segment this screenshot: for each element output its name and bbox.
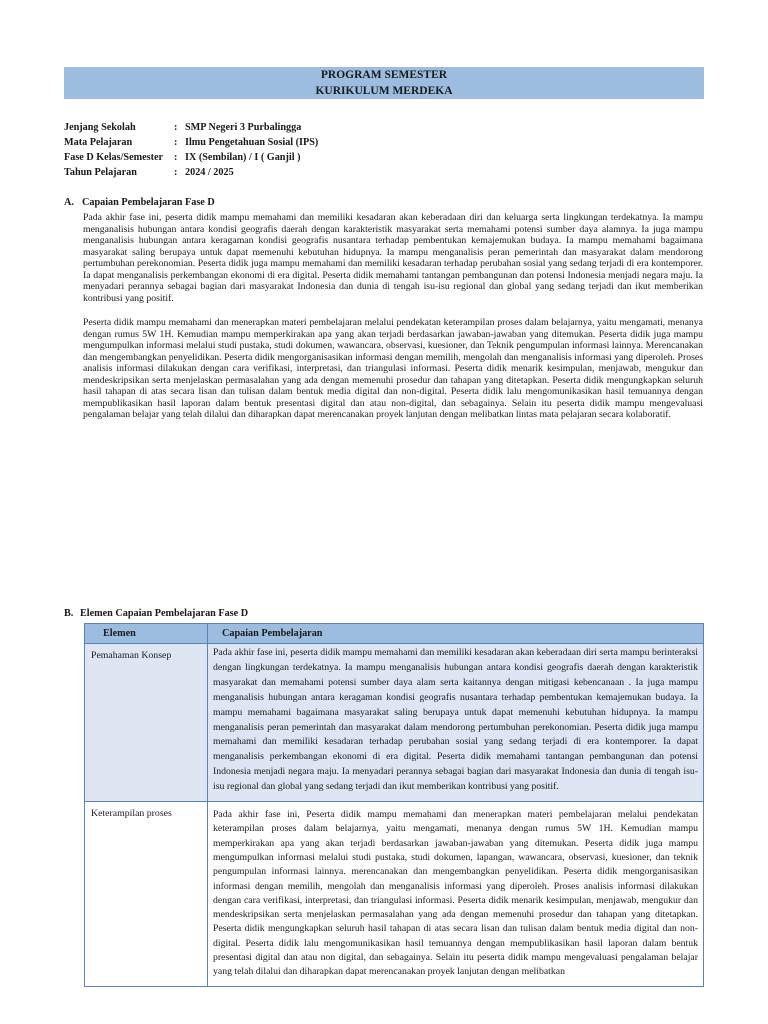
capaian-cell: Pada akhir fase ini, Peserta didik mampu memahami dan menerapkan materi pembelajaran melalui pendekatan keterampilan proses dalam belajarnya, yaitu mengamati, menanya dengan rumus 5W 1H. Kemudian mampu memperkirakan apa yang akan terjadi berdasarkan jawaban-jawaban yang ditemukan. Peserta didik juga mampu mengumpulkan informasi melalui studi pustaka, studi dokumen, lapangan, wawancara, observasi, kuesioner, dan teknik pengumpulan informasi lainnya. merencanakan dan mengembangkan penyelidikan. Peserta didik mengorganisasikan informasi dengan memilih, mengolah dan menganalisis informasi yang diperoleh. Proses analisis informasi dilakukan dengan cara verifikasi, interpretasi, dan triangulasi informasi. Peserta didik menarik kesimpulan, menjawab, mengukur dan mendeskripsikan serta menjelaskan permasalahan yang ada dengan memenuhi prosedur dan tahapan yang ditetapkan. Peserta didik mengungkapkan seluruh hasil tahapan di atas secara lisan dan tulisan dalam bentuk media digital dan non-digital. Peserta didik lalu mengomunikasikan hasil temuannya dengan mempublikasikan hasil laporan dalam bentuk presentasi digital dan atau non digital, dan sebagainya. Selain itu peserta didik mampu mengevaluasi pengalaman belajar yang telah dilalui dan diharapkan dapat merencanakan proyek lanjutan dengan melibatkan [208, 802, 704, 987]
document-title-bar [64, 67, 704, 99]
section-b-letter: B. [64, 608, 74, 619]
info-colon: : [174, 167, 178, 178]
info-value: Ilmu Pengetahuan Sosial (IPS) [185, 137, 319, 148]
elemen-cell: Keterampilan proses [85, 802, 208, 987]
info-value: SMP Negeri 3 Purbalingga [185, 122, 302, 133]
section-b-heading [64, 607, 248, 621]
document-subtitle: KURIKULUM MERDEKA [315, 85, 453, 97]
identity-block [64, 120, 318, 180]
section-a-letter: A. [64, 197, 74, 208]
table-row [85, 802, 704, 987]
section-a-paragraph-1: Pada akhir fase ini, peserta didik mampu memahami dan memiliki kesadaran akan keberadaan diri dan keluarga serta lingkungan terdekatnya. Ia mampu menganalisis hubungan antara kondisi geografis daerah dengan karakteristik masyarakat serta memahami potensi sumber daya alamnya. Ia juga mampu menganalisis hubungan antara keragaman kondisi geografis nusantara terhadap pembentukan kemajemukan budaya. Ia mampu memahami bagaimana masyarakat saling berupaya untuk dapat memenuhi kebutuhan hidupnya. Ia mampu menganalisis peran pemerintah dan masyarakat dalam mendorong pertumbuhan perekonomian. Peserta didik juga mampu memahami dan memiliki kesadaran terhadap perubahan sosial yang sedang terjadi di era kontemporer. Ia dapat menganalisis perkembangan ekonomi di era digital. Peserta didik memahami tantangan pembangunan dan potensi Indonesia menjadi negara maju. Ia menyadari perannya sebagai bagian dari masyarakat Indonesia dan dunia di tengah isu-isu regional dan global yang sedang terjadi dan ikut memberikan kontribusi yang positif. [83, 212, 703, 304]
section-b-title: Elemen Capaian Pembelajaran Fase D [80, 608, 249, 619]
capaian-cell: Pada akhir fase ini, peserta didik mampu memahami dan memiliki kesadaran akan keberadaan diri serta mampu berinteraksi dengan lingkungan terdekatnya. Ia mampu menganalisis hubungan antara kondisi geografis daerah dengan karakteristik masyarakat dan memahami potensi sumber daya alam serta kaitannya dengan mitigasi kebencanaan . Ia juga mampu menganalisis hubungan antara keragaman kondisi geografis nusantara terhadap pembentukan kemajemukan budaya. Ia mampu memahami bagaimana masyarakat saling berupaya untuk dapat memenuhi kebutuhan hidupnya. Ia mampu menganalisis peran pemerintah dan masyarakat dalam mendorong pertumbuhan perekonomian. Peserta didik juga mampu memahami dan memiliki kesadaran terhadap perubahan sosial yang sedang terjadi di era kontemporer. Ia dapat menganalisis perkembangan ekonomi di era digital. Peserta didik memahami tantangan pembangunan dan potensi Indonesia menjadi negara maju. Ia menyadari perannya sebagai bagian dari masyarakat Indonesia dan dunia di tengah isu-isu regional dan global yang sedang terjadi dan ikut memberikan kontribusi yang positif. [208, 644, 704, 802]
section-a-heading [64, 196, 215, 210]
elemen-table [84, 623, 704, 987]
info-value: 2024 / 2025 [185, 167, 234, 178]
info-colon: : [174, 137, 178, 148]
info-label: Mata Pelajaran [64, 137, 133, 148]
info-label: Fase D Kelas/Semester [64, 152, 164, 163]
info-value: IX (Sembilan) / I ( Ganjil ) [185, 152, 301, 163]
info-row [64, 150, 318, 165]
info-colon: : [174, 152, 178, 163]
table-row [85, 644, 704, 802]
info-label: Tahun Pelajaran [64, 167, 137, 178]
table-header-row [85, 624, 704, 644]
elemen-cell: Pemahaman Konsep [85, 644, 208, 802]
section-a-title: Capaian Pembelajaran Fase D [82, 197, 215, 208]
info-row [64, 120, 318, 135]
info-row [64, 165, 318, 180]
column-header-elemen: Elemen [85, 624, 208, 644]
info-colon: : [174, 122, 178, 133]
info-row [64, 135, 318, 150]
document-title: PROGRAM SEMESTER [320, 69, 448, 81]
info-label: Jenjang Sekolah [64, 122, 136, 133]
section-a-paragraph-2: Peserta didik mampu memahami dan menerapkan materi pembelajaran melalui pendekatan keterampilan proses dalam belajarnya, yaitu mengamati, menanya dengan rumus 5W 1H. Kemudian mampu memperkirakan apa yang akan terjadi berdasarkan jawaban-jawaban yang ditemukan. Peserta didik juga mampu mengumpulkan informasi melalui studi pustaka, studi dokumen, wawancara, observasi, kuesioner, dan Teknik pengumpulan informasi lainnya. Merencanakan dan mengembangkan penyelidikan. Peserta didik mengorganisasikan informasi dengan memilih, mengolah dan menganalisis informasi yang diperoleh. Proses analisis informasi dilakukan dengan cara verifikasi, interpretasi, dan triangulasi informasi. Peserta didik menarik kesimpulan, menjawab, mengukur dan mendeskripsikan serta menjelaskan permasalahan yang ada dengan memenuhi prosedur dan tahapan yang ditetapkan. Peserta didik mengungkapkan seluruh hasil tahapan di atas secara lisan dan tulisan dalam bentuk media digital dan non-digital. Peserta didik lalu mengomunikasikan hasil temuannya dengan mempublikasikan hasil laporan dalam bentuk presentasi digital dan atau non-digital, dan sebagainya. Selain itu peserta didik mampu mengevaluasi pengalaman belajar yang telah dilalui dan diharapkan dapat merencanakan proyek lanjutan dengan melibatkan lintas mata pelajaran secara kolaboratif. [83, 317, 703, 420]
column-header-capaian: Capaian Pembelajaran [208, 624, 704, 644]
